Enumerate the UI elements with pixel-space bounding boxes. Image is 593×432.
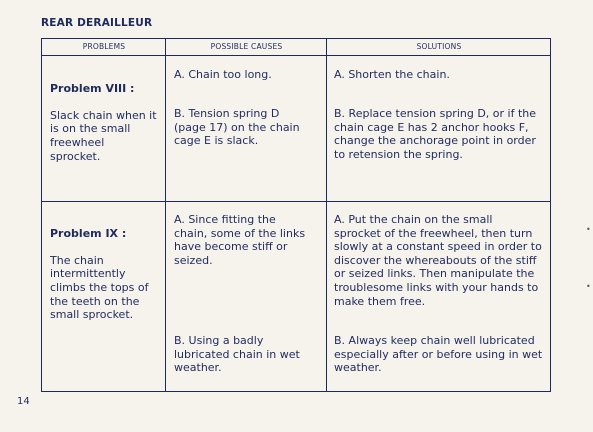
column-divider [326,39,327,391]
solution-a: A. Put the chain on the small sprocket of the freewheel, then turn slowly at a constant speed in order to discover the whereabouts of the stiff or seized links. Then manipulate the troublesome links with your hands to make them free. [334,213,542,308]
page-heading: REAR DERAILLEUR [41,17,153,29]
column-header-problems: PROBLEMS [82,42,126,51]
solution-b: B. Always keep chain well lubricated especially after or before using in wet weather. [334,334,543,375]
cause-a: A. Since fitting the chain, some of the links have become stiff or seized. [174,213,306,267]
column-header-possible-causes: POSSIBLE CAUSES [210,42,283,51]
problem-title: Problem IX : [50,226,127,240]
column-divider [165,39,166,391]
solution-b: B. Replace tension spring D, or if the chain cage E has 2 anchor hooks F, change the anchorage point in order to retension the spring. [334,107,537,161]
problem-description: Slack chain when it is on the small freewheel sprocket. [50,108,157,163]
problem-cell [50,68,162,177]
header-divider [42,55,550,56]
row-divider [42,201,550,202]
solution-a: A. Shorten the chain. [334,68,450,81]
edge-dot: • [586,225,591,234]
cause-b: B. Tension spring D (page 17) on the chain cage E is slack. [174,107,300,148]
problem-cell [50,213,162,335]
page-number: 14 [17,396,30,407]
troubleshooting-table [41,38,551,392]
problem-description: The chain intermittently climbs the tops of the teeth on the small sprocket. [50,253,149,322]
edge-dot: • [586,282,591,291]
cause-b: B. Using a badly lubricated chain in wet weather. [174,334,300,375]
cause-a: A. Chain too long. [174,68,272,81]
problem-title: Problem VIII : [50,81,135,95]
column-header-solutions: SOLUTIONS [416,42,462,51]
